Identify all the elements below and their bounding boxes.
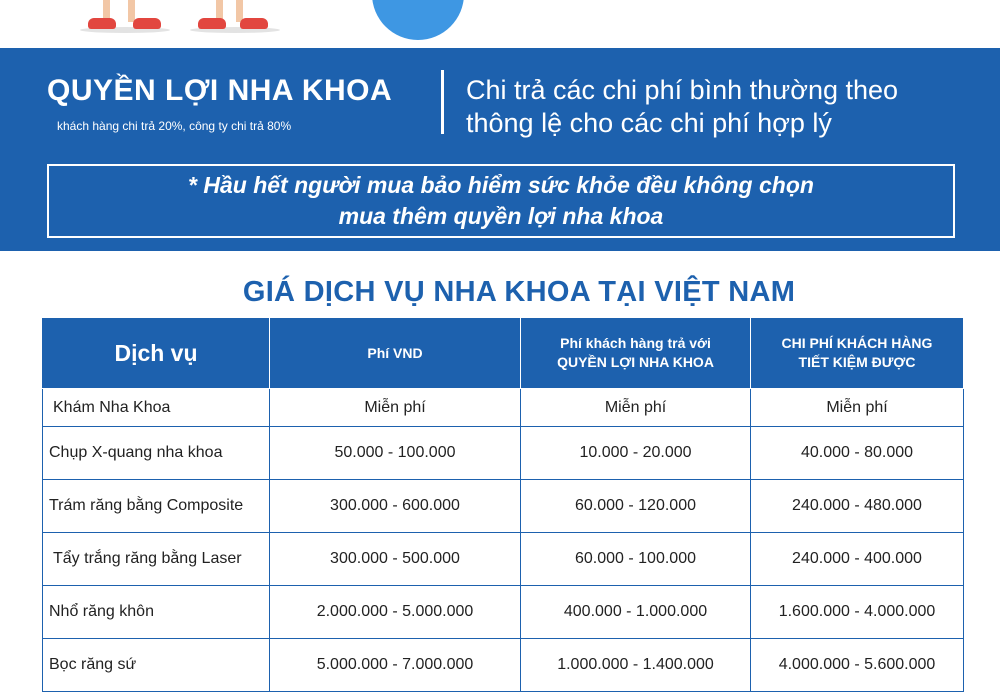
table-row <box>43 586 964 639</box>
globe-icon <box>372 0 464 40</box>
banner-description-line: Chi trả các chi phí bình thường theo <box>466 75 899 105</box>
cell-fee: 5.000.000 - 7.000.000 <box>270 639 521 692</box>
cell-savings: 1.600.000 - 4.000.000 <box>751 586 964 639</box>
banner-divider <box>441 70 444 134</box>
cell-customer-fee: 10.000 - 20.000 <box>521 427 751 480</box>
cell-fee: 300.000 - 600.000 <box>270 480 521 533</box>
table-row <box>43 389 964 427</box>
cell-service: Chụp X-quang nha khoa <box>43 427 270 480</box>
banner-description-line: thông lệ cho các chi phí hợp lý <box>466 108 832 138</box>
cell-service: Tẩy trắng răng bằng Laser <box>43 533 270 586</box>
table-row <box>43 427 964 480</box>
cell-service: Nhổ răng khôn <box>43 586 270 639</box>
red-shoe-icon <box>198 18 226 29</box>
dental-benefit-banner <box>0 48 1000 251</box>
cell-customer-fee: 60.000 - 120.000 <box>521 480 751 533</box>
header-service: Dịch vụ <box>43 318 270 389</box>
cell-service: Bọc răng sứ <box>43 639 270 692</box>
cell-savings: Miễn phí <box>751 389 964 427</box>
header-customer-fee: Phí khách hàng trả với QUYỀN LỢI NHA KHOA <box>521 318 751 389</box>
cell-customer-fee: 1.000.000 - 1.400.000 <box>521 639 751 692</box>
banner-title: QUYỀN LỢI NHA KHOA <box>47 74 393 107</box>
header-savings: CHI PHÍ KHÁCH HÀNG TIẾT KIỆM ĐƯỢC <box>751 318 964 389</box>
cell-fee: 2.000.000 - 5.000.000 <box>270 586 521 639</box>
banner-description <box>466 74 986 140</box>
table-row <box>43 480 964 533</box>
section-title: GIÁ DỊCH VỤ NHA KHOA TẠI VIỆT NAM <box>242 276 796 308</box>
price-table <box>42 317 964 692</box>
cell-savings: 4.000.000 - 5.600.000 <box>751 639 964 692</box>
table-row <box>43 639 964 692</box>
cell-customer-fee: 400.000 - 1.000.000 <box>521 586 751 639</box>
cell-savings: 240.000 - 480.000 <box>751 480 964 533</box>
cell-customer-fee: Miễn phí <box>521 389 751 427</box>
cell-service: Khám Nha Khoa <box>43 389 270 427</box>
top-illustration <box>0 0 1000 48</box>
note-box <box>47 164 955 238</box>
cell-customer-fee: 60.000 - 100.000 <box>521 533 751 586</box>
cell-savings: 40.000 - 80.000 <box>751 427 964 480</box>
cell-fee: Miễn phí <box>270 389 521 427</box>
red-shoe-icon <box>133 18 161 29</box>
table-row <box>43 533 964 586</box>
header-fee: Phí VND <box>270 318 521 389</box>
cell-fee: 50.000 - 100.000 <box>270 427 521 480</box>
cell-service: Trám răng bằng Composite <box>43 480 270 533</box>
banner-subtitle: khách hàng chi trả 20%, công ty chi trả 80% <box>57 119 292 133</box>
note-line: * Hầu hết người mua bảo hiểm sức khỏe đều không chọn <box>188 172 814 198</box>
red-shoe-icon <box>88 18 116 29</box>
table-header-row <box>43 318 964 389</box>
note-line: mua thêm quyền lợi nha khoa <box>338 203 664 229</box>
red-shoe-icon <box>240 18 268 29</box>
cell-fee: 300.000 - 500.000 <box>270 533 521 586</box>
cell-savings: 240.000 - 400.000 <box>751 533 964 586</box>
